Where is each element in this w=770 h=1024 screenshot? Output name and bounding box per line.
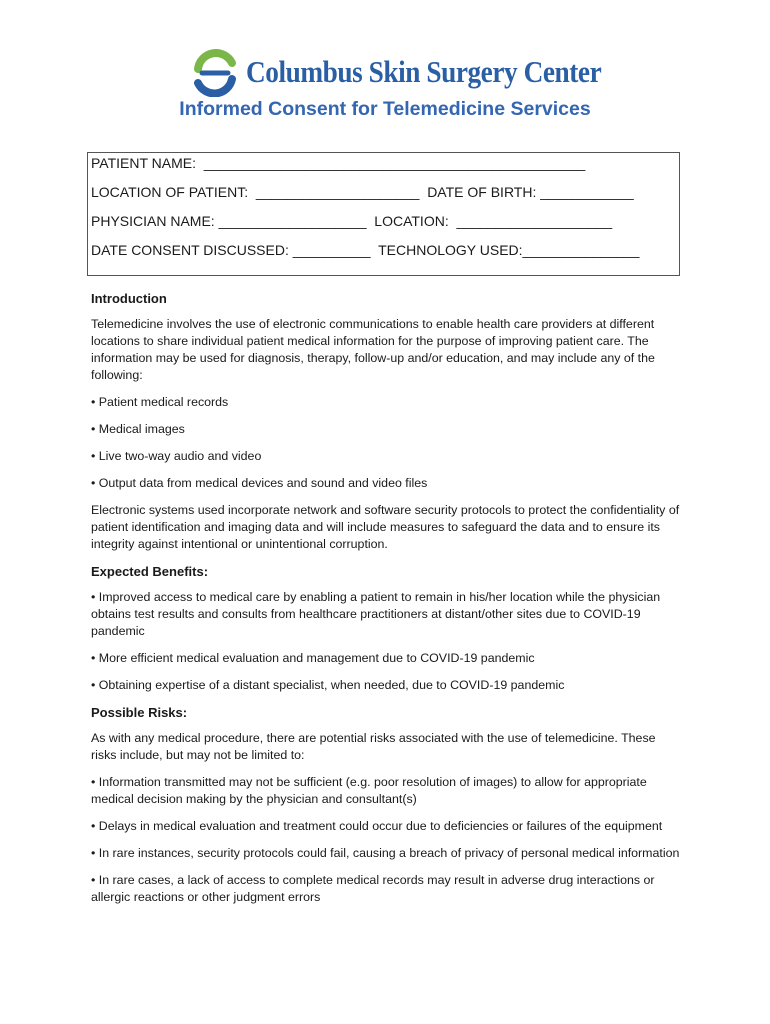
list-item: • Live two-way audio and video <box>91 449 262 463</box>
date-technology-field[interactable]: DATE CONSENT DISCUSSED: __________ TECHNOLOGY USED:_______________ <box>91 242 640 258</box>
org-logo <box>192 44 602 100</box>
list-item: • Patient medical records <box>91 395 229 409</box>
list-item: • More efficient medical evaluation and management due to COVID-19 pandemic <box>91 651 535 665</box>
risks-paragraph: As with any medical procedure, there are potential risks associated with the use of telemedicine. These risks include, but may not be limited to: <box>91 731 656 762</box>
list-item: • Output data from medical devices and sound and video files <box>91 476 428 490</box>
document-body <box>91 290 681 916</box>
introduction-paragraph: Telemedicine involves the use of electronic communications to enable health care providers at different locations to share individual patient medical information for the purpose of improving patient care. The information may be used for diagnosis, therapy, follow-up and/or education, and may include any of the following: <box>91 317 655 382</box>
physician-location-field[interactable]: PHYSICIAN NAME: ___________________ LOCATION: ____________________ <box>91 213 613 229</box>
risks-heading: Possible Risks: <box>91 705 188 720</box>
document-title: Informed Consent for Telemedicine Services <box>179 98 591 120</box>
introduction-heading: Introduction <box>91 291 167 306</box>
location-dob-field[interactable]: LOCATION OF PATIENT: _____________________ DATE OF BIRTH: ____________ <box>91 184 634 200</box>
list-item: • In rare instances, security protocols could fail, causing a breach of privacy of personal medical information <box>91 846 680 860</box>
org-name: Columbus Skin Surgery Center <box>246 54 602 89</box>
patient-info-box <box>87 152 680 276</box>
list-item: • Delays in medical evaluation and treatment could occur due to deficiencies or failures of the equipment <box>91 819 663 833</box>
list-item: • Obtaining expertise of a distant specialist, when needed, due to COVID-19 pandemic <box>91 678 565 692</box>
benefits-heading: Expected Benefits: <box>91 564 209 579</box>
list-item: • Information transmitted may not be sufficient (e.g. poor resolution of images) to allow for appropriate medical decision making by the physician and consultant(s) <box>91 775 647 806</box>
list-item: • Improved access to medical care by enabling a patient to remain in his/her location while the physician obtains test results and consults from healthcare practitioners at distant/other sites due to COVID-19 pandemic <box>91 590 661 638</box>
patient-name-field[interactable]: PATIENT NAME: _________________________________________________ <box>91 155 586 171</box>
list-item: • Medical images <box>91 422 185 436</box>
introduction-closing: Electronic systems used incorporate network and software security protocols to protect the confidentiality of patient identification and imaging data and will include measures to safeguard the data and to ensure its integrity against intentional or unintentional corruption. <box>91 503 680 551</box>
list-item: • In rare cases, a lack of access to complete medical records may result in adverse drug interactions or allergic reactions or other judgment errors <box>91 873 655 904</box>
logo-mark-icon <box>192 47 238 97</box>
